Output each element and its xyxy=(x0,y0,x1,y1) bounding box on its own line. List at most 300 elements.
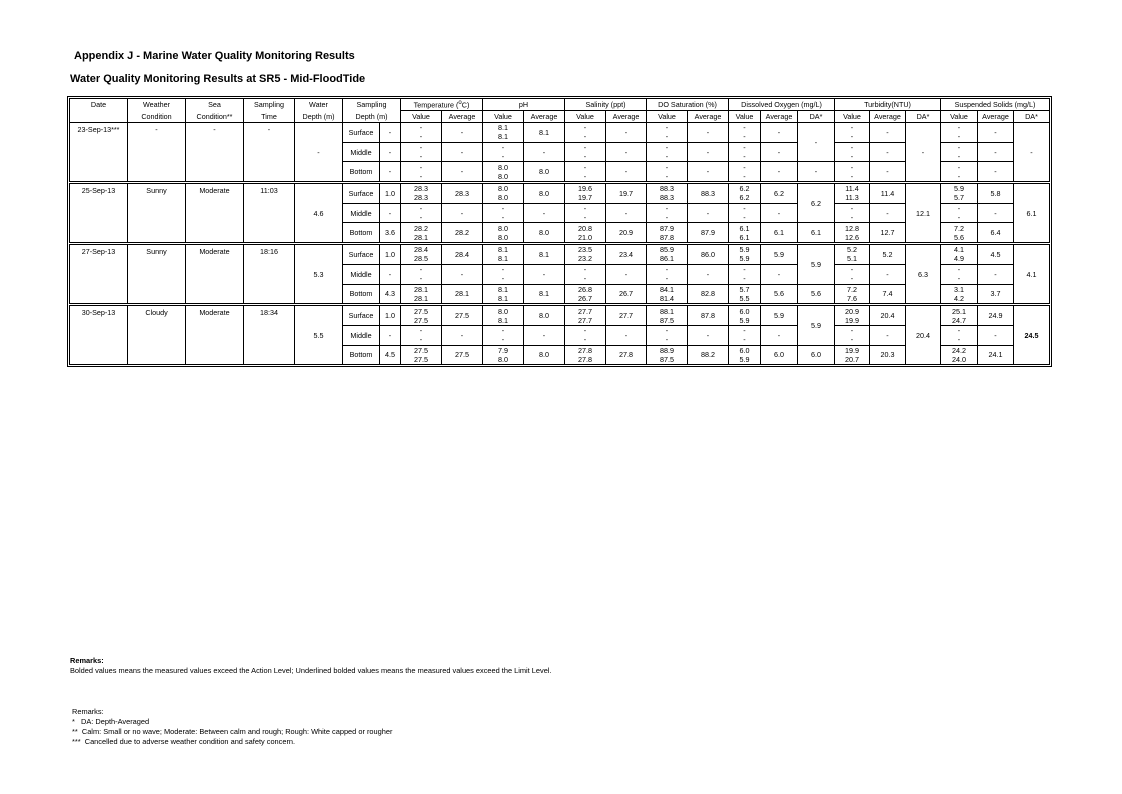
turbidity-values xyxy=(835,142,870,162)
sampling-depth-cell: 1.0 xyxy=(380,183,401,204)
turbidity-values xyxy=(835,305,870,326)
turbidity-average: - xyxy=(870,123,906,143)
turbidity-values-2: - xyxy=(850,152,854,162)
do-values-1: 6.0 xyxy=(739,306,750,316)
do-saturation-average: - xyxy=(688,123,729,143)
ss-average: - xyxy=(978,264,1014,284)
salinity-average: - xyxy=(606,123,647,143)
salinity-values xyxy=(565,203,606,223)
temp-average: 27.5 xyxy=(442,345,483,365)
do-average: 5.9 xyxy=(761,305,798,326)
sampling-time-cell: 18:34 xyxy=(244,305,295,365)
temp-average: - xyxy=(442,264,483,284)
temp-average: - xyxy=(442,203,483,223)
ss-values-2: - xyxy=(957,274,961,284)
sampling-level-cell: Surface xyxy=(343,123,380,143)
do-values-2: - xyxy=(743,274,746,284)
sampling-level-cell: Surface xyxy=(343,244,380,265)
salinity-values xyxy=(565,183,606,204)
temp-average: - xyxy=(442,123,483,143)
header-date-2 xyxy=(70,111,128,123)
ph-values xyxy=(483,142,524,162)
temp-values xyxy=(401,325,442,345)
turbidity-values xyxy=(835,325,870,345)
sampling-level-cell: Middle xyxy=(343,264,380,284)
date-cell: 30-Sep-13 xyxy=(70,305,128,365)
ph-values-1: - xyxy=(501,204,505,214)
do-saturation-values-2: 86.1 xyxy=(660,254,674,264)
turb-average-header: Average xyxy=(870,111,906,123)
ss-values-2: - xyxy=(957,152,961,162)
do-values xyxy=(729,284,761,305)
header-row-1 xyxy=(70,99,1050,111)
temp-average-header: Average xyxy=(442,111,483,123)
ph-values-1: 8.0 xyxy=(498,162,508,172)
do-values-2: - xyxy=(743,132,746,142)
do-values xyxy=(729,325,761,345)
ph-values-2: 8.0 xyxy=(498,354,508,364)
turbidity-values-1: - xyxy=(850,326,854,336)
temp-average: - xyxy=(442,325,483,345)
ph-average: 8.1 xyxy=(524,123,565,143)
do-values-1: - xyxy=(743,265,746,275)
turbidity-values-1: - xyxy=(850,162,854,172)
sampling-depth-cell: - xyxy=(380,142,401,162)
ss-values-2: 4.2 xyxy=(954,293,964,303)
salinity-values xyxy=(565,223,606,244)
do-saturation-values-2: 81.4 xyxy=(660,293,674,303)
temp-values xyxy=(401,183,442,204)
do-saturation-values-2: - xyxy=(665,171,669,181)
do-saturation-values-1: 84.1 xyxy=(660,284,674,294)
sampling-depth-cell: 1.0 xyxy=(380,244,401,265)
turbidity-values xyxy=(835,244,870,265)
turbidity-average: 20.4 xyxy=(870,305,906,326)
header-salinity: Salinity (ppt) xyxy=(565,99,647,111)
turb-da-header: DA* xyxy=(906,111,941,123)
ss-values-2: 5.7 xyxy=(954,193,964,203)
weather-cell: Sunny xyxy=(128,183,186,244)
temp-average: 28.1 xyxy=(442,284,483,305)
turbidity-values-2: 12.6 xyxy=(845,232,859,242)
table-row xyxy=(70,123,1050,143)
ph-values xyxy=(483,345,524,365)
turbidity-values-2: - xyxy=(850,274,854,284)
do-average: 5.6 xyxy=(761,284,798,305)
ss-values xyxy=(941,142,978,162)
salinity-values xyxy=(565,244,606,265)
do-saturation-values xyxy=(647,183,688,204)
ss-values xyxy=(941,284,978,305)
temp-values-1: - xyxy=(419,204,423,214)
ss-values xyxy=(941,162,978,183)
temp-values-2: - xyxy=(419,152,423,162)
remarks-2-line: ** Calm: Small or no wave; Moderate: Between calm and rough; Rough: White capped or rougher xyxy=(72,727,393,736)
results-table xyxy=(69,98,1050,365)
do-average: - xyxy=(761,203,798,223)
salinity-values-1: - xyxy=(583,265,587,275)
turbidity-da-cell: 6.3 xyxy=(906,244,941,305)
temp-values-1: 28.3 xyxy=(414,184,428,194)
sea-condition-cell: Moderate xyxy=(186,244,244,305)
do-saturation-values xyxy=(647,223,688,244)
temp-values-1: - xyxy=(419,143,423,153)
ss-values-2: 5.6 xyxy=(954,232,964,242)
do-saturation-average: - xyxy=(688,203,729,223)
salinity-values-2: 21.0 xyxy=(578,232,592,242)
header-do-saturation: DO Saturation (%) xyxy=(647,99,729,111)
ph-values-2: 8.0 xyxy=(498,193,508,203)
salinity-values xyxy=(565,264,606,284)
remarks-block-2 xyxy=(72,707,392,747)
header-dissolved-oxygen: Dissolved Oxygen (mg/L) xyxy=(729,99,835,111)
do-values-2: 5.5 xyxy=(739,293,750,303)
header-sampling-time: Sampling xyxy=(244,99,295,111)
ss-values xyxy=(941,183,978,204)
water-depth-cell: 5.5 xyxy=(295,305,343,365)
do-values xyxy=(729,123,761,143)
do-saturation-average: - xyxy=(688,264,729,284)
temp-values-2: - xyxy=(419,171,423,181)
header-temperature: Temperature ($^o$C) xyxy=(401,99,483,111)
table-row xyxy=(70,183,1050,204)
sampling-time-cell: - xyxy=(244,123,295,183)
do-saturation-values xyxy=(647,244,688,265)
remarks-2-line: * DA: Depth-Averaged xyxy=(72,717,150,726)
weather-cell: Sunny xyxy=(128,244,186,305)
sampling-depth-cell: 3.6 xyxy=(380,223,401,244)
do-saturation-average: - xyxy=(688,325,729,345)
do-values xyxy=(729,183,761,204)
ss-values-1: 25.1 xyxy=(952,306,966,316)
do-values-1: 5.7 xyxy=(739,284,750,294)
salinity-values xyxy=(565,123,606,143)
header-water-depth: Water xyxy=(295,99,343,111)
weather-cell: - xyxy=(128,123,186,183)
do-saturation-values-1: 88.9 xyxy=(660,345,674,355)
header-suspended-solids: Suspended Solids (mg/L) xyxy=(941,99,1050,111)
do-saturation-values xyxy=(647,325,688,345)
do-values-1: - xyxy=(743,162,746,172)
ss-values-1: - xyxy=(957,162,961,172)
do-saturation-average: 87.9 xyxy=(688,223,729,244)
temp-values xyxy=(401,284,442,305)
temp-values-2: - xyxy=(419,132,423,142)
ph-values-2: 8.0 xyxy=(498,171,508,181)
sampling-level-cell: Middle xyxy=(343,142,380,162)
do-bottom-cell: - xyxy=(798,162,835,183)
temp-values xyxy=(401,203,442,223)
ss-values-2: - xyxy=(957,171,961,181)
ph-values-1: - xyxy=(501,265,505,275)
do-values xyxy=(729,244,761,265)
do-values-2: 5.9 xyxy=(739,254,750,264)
header-sampling-depth: Sampling xyxy=(343,99,401,111)
turbidity-values-2: - xyxy=(850,335,854,345)
ss-average: 3.7 xyxy=(978,284,1014,305)
ss-average: - xyxy=(978,162,1014,183)
ph-average: 8.0 xyxy=(524,223,565,244)
do-values-2: 5.9 xyxy=(739,354,750,364)
turbidity-values-2: 5.1 xyxy=(847,254,857,264)
temp-average: 28.4 xyxy=(442,244,483,265)
ph-values xyxy=(483,305,524,326)
turbidity-values xyxy=(835,223,870,244)
salinity-average: - xyxy=(606,203,647,223)
do-values-1: - xyxy=(743,123,746,133)
ss-average: - xyxy=(978,203,1014,223)
water-depth-cell: 4.6 xyxy=(295,183,343,244)
do-saturation-values xyxy=(647,264,688,284)
do-values-2: - xyxy=(743,335,746,345)
ss-values xyxy=(941,305,978,326)
salinity-values-1: 27.7 xyxy=(578,306,592,316)
ph-values-1: - xyxy=(501,326,505,336)
turbidity-values-2: - xyxy=(850,171,854,181)
header-sampling-depth-2: Depth (m) xyxy=(343,111,401,123)
ph-values-1: 8.1 xyxy=(498,284,508,294)
do-saturation-values-2: - xyxy=(665,335,669,345)
do-saturation-average: 82.8 xyxy=(688,284,729,305)
turbidity-values-2: 7.6 xyxy=(847,293,857,303)
ss-average: - xyxy=(978,142,1014,162)
ph-values-1: 8.0 xyxy=(498,223,508,233)
ss-average: - xyxy=(978,325,1014,345)
ss-values-2: 24.0 xyxy=(952,354,966,364)
temp-values-2: - xyxy=(419,213,423,223)
salinity-average: 27.7 xyxy=(606,305,647,326)
turbidity-values-2: 19.9 xyxy=(845,315,859,325)
do-saturation-values xyxy=(647,284,688,305)
sampling-level-cell: Surface xyxy=(343,183,380,204)
do-average: 6.1 xyxy=(761,223,798,244)
temp-average: 28.3 xyxy=(442,183,483,204)
sampling-time-cell: 18:16 xyxy=(244,244,295,305)
turbidity-values xyxy=(835,345,870,365)
turbidity-values-1: 11.4 xyxy=(845,184,859,194)
turbidity-average: - xyxy=(870,264,906,284)
do-values-1: - xyxy=(743,326,746,336)
turbidity-average: 12.7 xyxy=(870,223,906,244)
turbidity-average: 11.4 xyxy=(870,183,906,204)
do-values-1: - xyxy=(743,143,746,153)
temp-values-1: 28.4 xyxy=(414,245,428,255)
sampling-time-cell: 11:03 xyxy=(244,183,295,244)
header-weather-2: Condition xyxy=(128,111,186,123)
ph-values-2: 8.0 xyxy=(498,232,508,242)
sampling-level-cell: Bottom xyxy=(343,284,380,305)
sampling-depth-cell: 4.5 xyxy=(380,345,401,365)
temp-values-2: - xyxy=(419,335,423,345)
do-saturation-average: - xyxy=(688,162,729,183)
salinity-values-1: - xyxy=(583,143,587,153)
temp-values-1: - xyxy=(419,162,423,172)
date-cell: 23-Sep-13*** xyxy=(70,123,128,183)
salinity-values-1: - xyxy=(583,162,587,172)
turbidity-values xyxy=(835,183,870,204)
do-average: - xyxy=(761,264,798,284)
turbidity-values xyxy=(835,284,870,305)
ph-values-1: - xyxy=(501,143,505,153)
ph-values-2: - xyxy=(501,213,505,223)
salinity-values-2: - xyxy=(583,132,587,142)
ph-average: - xyxy=(524,203,565,223)
do-saturation-values-2: - xyxy=(665,213,669,223)
sampling-depth-cell: 1.0 xyxy=(380,305,401,326)
temp-values-1: 28.1 xyxy=(414,284,428,294)
turbidity-da-cell: 20.4 xyxy=(906,305,941,365)
do-saturation-average: - xyxy=(688,142,729,162)
ss-values xyxy=(941,223,978,244)
salinity-values-2: - xyxy=(583,171,587,181)
do-values xyxy=(729,203,761,223)
do-saturation-average: 88.3 xyxy=(688,183,729,204)
salinity-average: - xyxy=(606,264,647,284)
temp-values-2: 27.5 xyxy=(414,315,428,325)
salinity-values xyxy=(565,142,606,162)
do-bottom-cell: 6.0 xyxy=(798,345,835,365)
temp-values-1: - xyxy=(419,326,423,336)
turbidity-values-1: 20.9 xyxy=(845,306,859,316)
ss-da-cell: 4.1 xyxy=(1014,244,1050,305)
sampling-depth-cell: - xyxy=(380,123,401,143)
salinity-values-1: - xyxy=(583,123,587,133)
ph-average: - xyxy=(524,325,565,345)
do-average-header: Average xyxy=(761,111,798,123)
ss-values xyxy=(941,123,978,143)
ss-average: - xyxy=(978,123,1014,143)
ph-values-2: - xyxy=(501,152,505,162)
temp-value-header: Value xyxy=(401,111,442,123)
remarks-1-label: Remarks: xyxy=(70,656,104,665)
do-average: 5.9 xyxy=(761,244,798,265)
header-sea: Sea xyxy=(186,99,244,111)
turbidity-average: 7.4 xyxy=(870,284,906,305)
ss-values-2: 4.9 xyxy=(954,254,964,264)
temp-values-1: - xyxy=(419,265,423,275)
ss-values-1: - xyxy=(957,204,961,214)
do-da-header: DA* xyxy=(798,111,835,123)
do-values xyxy=(729,264,761,284)
ph-values-2: 8.1 xyxy=(498,132,508,142)
ph-values xyxy=(483,162,524,183)
ss-da-cell: 6.1 xyxy=(1014,183,1050,244)
do-saturation-average: 86.0 xyxy=(688,244,729,265)
sampling-level-cell: Bottom xyxy=(343,345,380,365)
turbidity-values xyxy=(835,162,870,183)
date-cell: 27-Sep-13 xyxy=(70,244,128,305)
do-values-2: 6.1 xyxy=(739,232,750,242)
turbidity-values-1: 7.2 xyxy=(847,284,857,294)
turbidity-average: - xyxy=(870,142,906,162)
salinity-values-2: - xyxy=(583,335,587,345)
ss-values-2: - xyxy=(957,213,961,223)
ph-values-1: 8.1 xyxy=(498,245,508,255)
salinity-values xyxy=(565,345,606,365)
ss-da-cell: - xyxy=(1014,123,1050,183)
do-values xyxy=(729,142,761,162)
turbidity-da-cell: 12.1 xyxy=(906,183,941,244)
ss-average: 24.9 xyxy=(978,305,1014,326)
ph-average: 8.0 xyxy=(524,162,565,183)
do-saturation-values-1: 87.9 xyxy=(660,223,674,233)
ph-values-1: 8.0 xyxy=(498,306,508,316)
ph-average: - xyxy=(524,264,565,284)
turbidity-average: 5.2 xyxy=(870,244,906,265)
ph-values xyxy=(483,203,524,223)
header-ph: pH xyxy=(483,99,565,111)
do-da-cell: - xyxy=(798,123,835,162)
turbidity-average: - xyxy=(870,325,906,345)
dosat-average-header: Average xyxy=(688,111,729,123)
header-water-depth-2: Depth (m) xyxy=(295,111,343,123)
ph-values xyxy=(483,244,524,265)
table-row xyxy=(70,244,1050,265)
ph-values-2: - xyxy=(501,274,505,284)
turbidity-values-1: 5.2 xyxy=(847,245,857,255)
dosat-value-header: Value xyxy=(647,111,688,123)
temp-values-2: 28.1 xyxy=(414,293,428,303)
turbidity-values-1: - xyxy=(850,143,854,153)
do-da-cell: 5.9 xyxy=(798,244,835,284)
ph-values-1: 8.0 xyxy=(498,184,508,194)
ss-values-1: 24.2 xyxy=(952,345,966,355)
ss-values xyxy=(941,203,978,223)
sea-condition-cell: Moderate xyxy=(186,183,244,244)
temp-values xyxy=(401,162,442,183)
do-saturation-values-1: - xyxy=(665,326,669,336)
do-saturation-values-2: - xyxy=(665,152,669,162)
ph-values-2: 8.1 xyxy=(498,293,508,303)
salinity-values xyxy=(565,284,606,305)
salinity-values-1: - xyxy=(583,204,587,214)
turbidity-values-1: 12.8 xyxy=(845,223,859,233)
ss-values xyxy=(941,244,978,265)
temp-values xyxy=(401,345,442,365)
salinity-values-2: 19.7 xyxy=(578,193,592,203)
turbidity-values xyxy=(835,123,870,143)
header-sea-2: Condition** xyxy=(186,111,244,123)
ss-average: 4.5 xyxy=(978,244,1014,265)
sampling-level-cell: Surface xyxy=(343,305,380,326)
salinity-values-1: 19.6 xyxy=(578,184,592,194)
do-saturation-values-2: - xyxy=(665,274,669,284)
ss-average: 5.8 xyxy=(978,183,1014,204)
remarks-block-1 xyxy=(70,656,552,676)
turb-value-header: Value xyxy=(835,111,870,123)
sampling-depth-cell: - xyxy=(380,325,401,345)
salinity-average: 23.4 xyxy=(606,244,647,265)
ss-values-1: - xyxy=(957,265,961,275)
sampling-depth-cell: - xyxy=(380,162,401,183)
salinity-average: 26.7 xyxy=(606,284,647,305)
temp-average: - xyxy=(442,142,483,162)
do-saturation-values xyxy=(647,142,688,162)
ph-values xyxy=(483,183,524,204)
results-body xyxy=(70,123,1050,365)
temp-values-1: 28.2 xyxy=(414,223,428,233)
do-values xyxy=(729,305,761,326)
ss-da-header: DA* xyxy=(1014,111,1050,123)
appendix-title: Appendix J - Marine Water Quality Monitoring Results xyxy=(74,50,355,62)
temp-average: 28.2 xyxy=(442,223,483,244)
turbidity-average: - xyxy=(870,203,906,223)
do-saturation-values-1: 85.9 xyxy=(660,245,674,255)
ph-average: 8.0 xyxy=(524,305,565,326)
water-depth-cell: 5.3 xyxy=(295,244,343,305)
turbidity-values-2: - xyxy=(850,132,854,142)
weather-cell: Cloudy xyxy=(128,305,186,365)
